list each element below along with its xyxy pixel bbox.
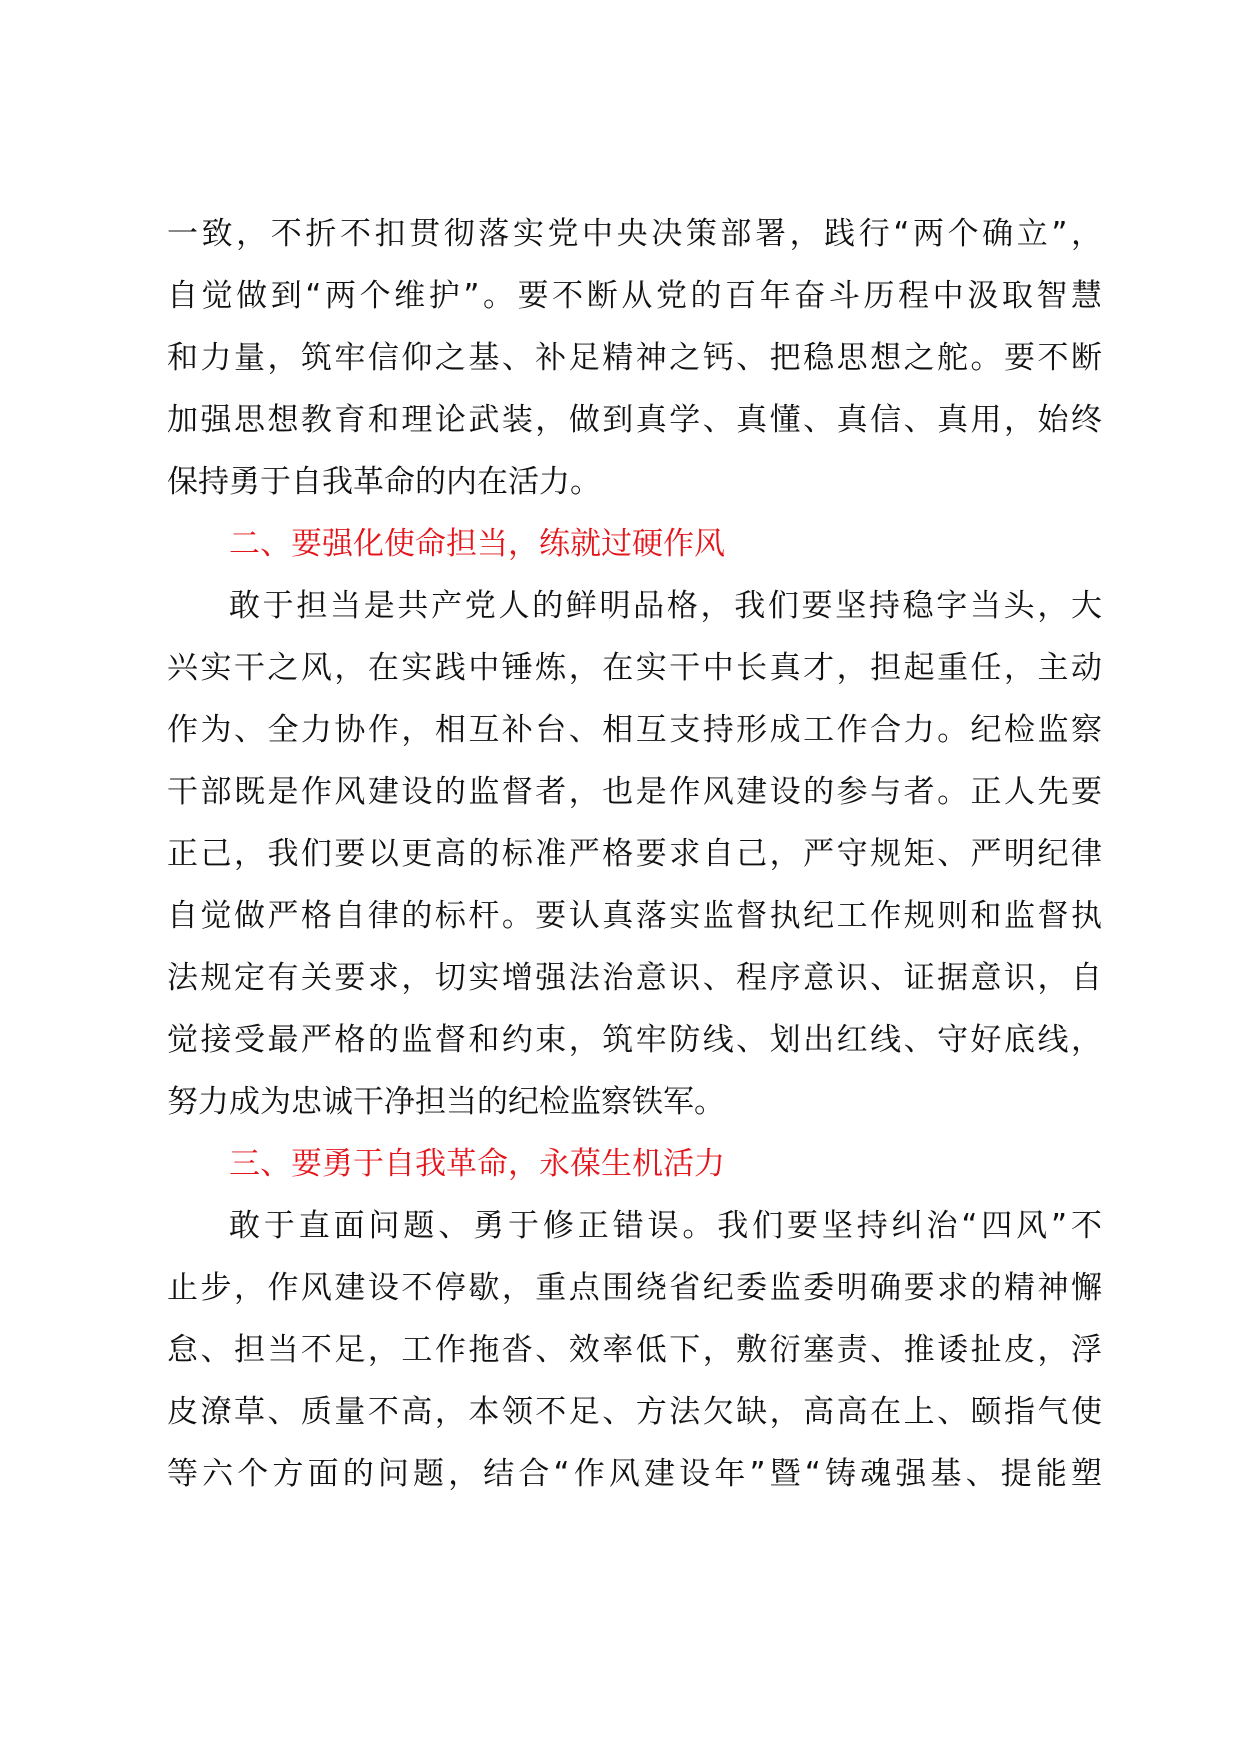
paragraph-2 [167,575,1102,1133]
text-line: 加强思想教育和理论武装，做到真学、真懂、真信、真用，始终 [167,402,1102,438]
text-line: 自觉做到“两个维护”。要不断从党的百年奋斗历程中汲取智慧 [167,278,1102,314]
text-line: 怠、担当不足，工作拖沓、效率低下，敷衍塞责、推诿扯皮，浮 [167,1332,1102,1368]
text-line: 觉接受最严格的监督和约束，筑牢防线、划出红线、守好底线， [167,1022,1102,1058]
text-line: 保持勇于自我革命的内在活力。 [167,464,601,500]
paragraph-3 [167,1195,1102,1505]
text-line: 作为、全力协作，相互补台、相互支持形成工作合力。纪检监察 [167,712,1102,748]
text-line: 兴实干之风，在实践中锤炼，在实干中长真才，担起重任，主动 [167,650,1102,686]
text-line: 努力成为忠诚干净担当的纪检监察铁军。 [167,1084,725,1120]
document-body [167,203,1102,1505]
text-line: 一致，不折不扣贯彻落实党中央决策部署，践行“两个确立”， [167,216,1102,252]
section-heading-2: 二、要强化使命担当，练就过硬作风 [229,526,725,562]
text-line: 和力量，筑牢信仰之基、补足精神之钙、把稳思想之舵。要不断 [167,340,1102,376]
section-heading-3: 三、要勇于自我革命，永葆生机活力 [229,1146,725,1182]
text-line: 法规定有关要求，切实增强法治意识、程序意识、证据意识，自 [167,960,1102,996]
text-line: 敢于直面问题、勇于修正错误。我们要坚持纠治“四风”不 [229,1208,1102,1244]
text-line: 皮潦草、质量不高，本领不足、方法欠缺，高高在上、颐指气使 [167,1394,1102,1430]
text-line: 止步，作风建设不停歇，重点围绕省纪委监委明确要求的精神懈 [167,1270,1102,1306]
text-line: 等六个方面的问题，结合“作风建设年”暨“铸魂强基、提能塑 [167,1456,1102,1492]
text-line: 敢于担当是共产党人的鲜明品格，我们要坚持稳字当头，大 [229,588,1102,624]
text-line: 正己，我们要以更高的标准严格要求自己，严守规矩、严明纪律 [167,836,1102,872]
text-line: 自觉做严格自律的标杆。要认真落实监督执纪工作规则和监督执 [167,898,1102,934]
paragraph-1 [167,203,1102,513]
text-line: 干部既是作风建设的监督者，也是作风建设的参与者。正人先要 [167,774,1102,810]
